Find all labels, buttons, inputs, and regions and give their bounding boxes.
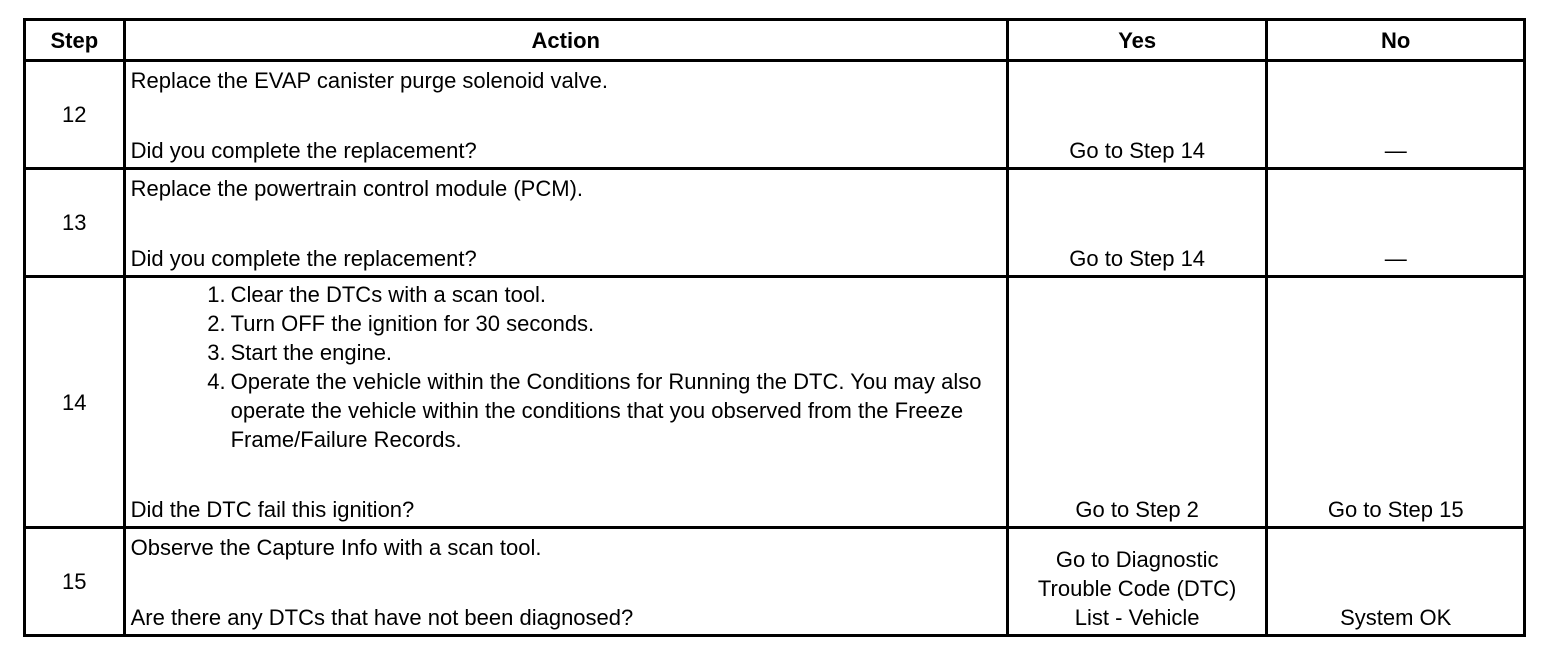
- action-text: Observe the Capture Info with a scan tool.: [130, 535, 542, 560]
- list-item-text: Clear the DTCs with a scan tool.: [230, 282, 547, 307]
- no-answer: —: [1267, 169, 1525, 277]
- step-number: 13: [25, 169, 125, 277]
- header-yes: Yes: [1007, 20, 1267, 61]
- action-cell: [124, 169, 1007, 277]
- table-row: [25, 169, 1525, 277]
- no-answer: Go to Step 15: [1267, 277, 1525, 528]
- action-cell: [124, 528, 1007, 636]
- action-cell: [124, 277, 1007, 528]
- list-item: [131, 367, 1000, 454]
- action-question: Did you complete the replacement?: [130, 138, 477, 163]
- list-item-text: Operate the vehicle within the Conditions for Running the DTC. You may also operate the vehicle within the conditions that you observed from the Freeze Frame/Failure Records.: [230, 369, 982, 452]
- header-no: No: [1267, 20, 1525, 61]
- header-row: [25, 20, 1525, 61]
- step-number: 14: [25, 277, 125, 528]
- action-text: Replace the EVAP canister purge solenoid valve.: [130, 68, 608, 93]
- list-item: [131, 309, 1000, 338]
- yes-answer: Go to Step 14: [1007, 61, 1267, 169]
- action-cell: [124, 61, 1007, 169]
- list-item: [131, 338, 1000, 367]
- action-text: Replace the powertrain control module (PCM).: [130, 176, 584, 201]
- header-action: Action: [124, 20, 1007, 61]
- list-item-text: Turn OFF the ignition for 30 seconds.: [230, 311, 595, 336]
- step-number: 12: [25, 61, 125, 169]
- step-number: 15: [25, 528, 125, 636]
- yes-answer: [1007, 528, 1267, 636]
- yes-answer-line: Trouble Code (DTC): [1037, 576, 1237, 601]
- action-question: Did you complete the replacement?: [130, 246, 477, 271]
- yes-answer-line: Go to Diagnostic: [1055, 547, 1219, 572]
- table-row: [25, 277, 1525, 528]
- no-answer: System OK: [1267, 528, 1525, 636]
- diagnostic-table: [23, 18, 1526, 637]
- list-item-number: 3.: [207, 340, 226, 365]
- yes-answer: Go to Step 14: [1007, 169, 1267, 277]
- list-item-number: 1.: [207, 282, 226, 307]
- list-item-number: 4.: [207, 369, 226, 394]
- list-item: [131, 280, 1000, 309]
- action-question: Are there any DTCs that have not been diagnosed?: [130, 605, 634, 630]
- list-item-text: Start the engine.: [230, 340, 393, 365]
- action-question: Did the DTC fail this ignition?: [130, 497, 415, 522]
- action-steps-list: [131, 280, 1000, 454]
- yes-answer: Go to Step 2: [1007, 277, 1267, 528]
- table-row: [25, 61, 1525, 169]
- no-answer: —: [1267, 61, 1525, 169]
- list-item-number: 2.: [207, 311, 226, 336]
- table-row: [25, 528, 1525, 636]
- header-step: Step: [25, 20, 125, 61]
- yes-answer-line: List - Vehicle: [1074, 605, 1200, 630]
